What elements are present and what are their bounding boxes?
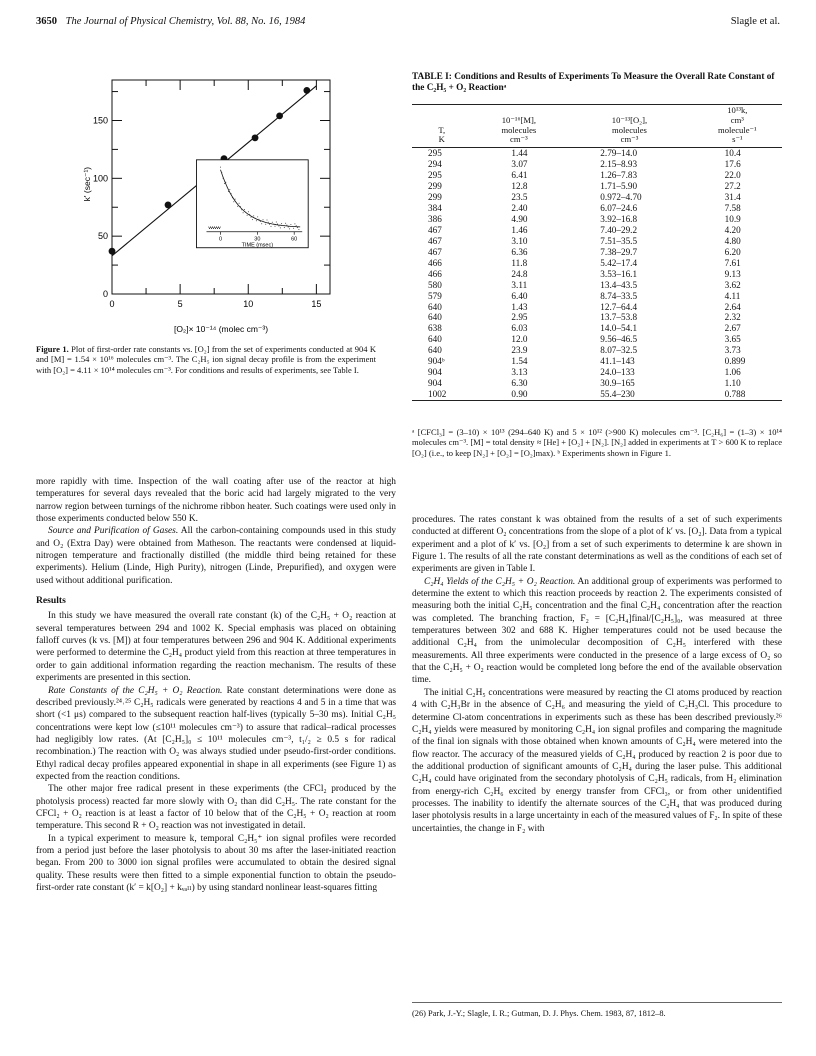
y-axis-label: k' (sec⁻¹) bbox=[82, 166, 92, 202]
inset-signal-dot bbox=[232, 197, 233, 198]
table-cell: 466 bbox=[428, 257, 442, 268]
inset-signal-dot bbox=[260, 221, 261, 222]
inset-signal-dot bbox=[224, 183, 225, 184]
table-cell: 3.62 bbox=[724, 279, 741, 290]
inset-signal-dot bbox=[286, 225, 287, 226]
inset-signal-dot bbox=[255, 218, 256, 219]
figure-caption-label: Figure 1. bbox=[36, 344, 69, 354]
inset-signal-dot bbox=[227, 186, 228, 187]
table-cell: 12.8 bbox=[511, 181, 528, 192]
inset-signal-dot bbox=[276, 222, 277, 223]
inset-signal-dot bbox=[240, 206, 241, 207]
table-row bbox=[412, 323, 782, 334]
table-cell: 55.4–230 bbox=[600, 389, 635, 400]
section-heading-results: Results bbox=[36, 595, 66, 607]
table-cell: 6.40 bbox=[511, 290, 528, 301]
table-row bbox=[412, 312, 782, 323]
figure-caption-text: Plot of first-order rate constants vs. [O₂] from the set of experiments conducted at 904 K and [M] = 1.54 × 10¹⁶ molecules cm⁻³. The C₂H₅ ion signal decay profile is from the experiment with [O₂] = 4.11 × 10¹⁴ molecules cm⁻³. For conditions and results of experiments, see Table I. bbox=[36, 344, 377, 375]
table-cell: 295 bbox=[428, 148, 442, 159]
table-cell: 580 bbox=[428, 279, 442, 290]
table-cell: 386 bbox=[428, 213, 442, 224]
table-cell: 5.42–17.4 bbox=[600, 257, 638, 268]
table-cell: 41.1–143 bbox=[600, 356, 635, 367]
inset-signal-dot bbox=[221, 172, 222, 173]
table-cell: 3.13 bbox=[511, 367, 528, 378]
paragraph: Source and Purification of Gases. All the carbon-containing compounds used in this study and O₂ (Extra Day) were obtained from Matheson. The reactants were condensed at liquid-nitrogen temperature and fractionally distilled (the middle third being retained for these experiments). Helium (Linde, High Purity), nitrogen (Linde, Prepurified), and oxygen were used without additional purification. bbox=[36, 526, 397, 586]
table-cell: 8.07–32.5 bbox=[600, 345, 638, 356]
table-cell: 9.13 bbox=[724, 268, 741, 279]
inset-signal-dot bbox=[229, 189, 230, 190]
inset-signal-dot bbox=[241, 209, 242, 210]
table-row bbox=[412, 269, 782, 280]
inset-signal-dot bbox=[225, 182, 226, 183]
inset-signal-dot bbox=[231, 193, 232, 194]
inset-signal-dot bbox=[280, 227, 281, 228]
left-column bbox=[36, 476, 396, 894]
paragraph: The initial C₂H₅ concentrations were measured by reacting the Cl atoms produced by reaction 4 with C₂H₃Br in the absence of C₂H₆ and measuring the yield of C₂H₃Cl. This procedure to determine Cl-atom concentrations in experiments such as these has been described previously.²⁶ C₂H₄ yields were measured by monitoring C₂H₄ ion signal profiles and comparing the magnitude of the final ion signals with those obtained when known amounts of C₂H₄ were metered into the flow reactor. The accuracy of the measured yields of C₂H₄ produced by reaction 2 is poor due to the additional production of significant amounts of C₂H₄ during the laser pulse. This additional C₂H₄ could have originated from the secondary photolysis of C₂H₅ radicals, from H₂ elimination from energy-rich C₂H₆ excited by energy transfer from CFCl₃, or from other unidentified processes. The inability to identify the alternate sources of the C₂H₄ that was produced during laser photolysis results in a large uncertainty in each of the measured values of F₂. In spite of these uncertainties, the change in F₂ with bbox=[412, 687, 782, 834]
inset-signal-dot bbox=[290, 224, 291, 225]
inset-signal-dot bbox=[264, 222, 265, 223]
table-cell: 13.7–53.8 bbox=[600, 312, 638, 323]
subsection-heading: Source and Purification of Gases. bbox=[48, 526, 179, 537]
inset-signal-dot bbox=[288, 227, 289, 228]
table-cell: 23.5 bbox=[511, 192, 528, 202]
table-cell: 10.9 bbox=[724, 213, 741, 224]
table-cell: 11.8 bbox=[511, 257, 528, 268]
table-row bbox=[412, 203, 782, 214]
running-header bbox=[36, 16, 780, 32]
table-header-density: 10⁻¹⁶[M], molecules cm⁻³ bbox=[501, 114, 537, 145]
table-cell: 904ᵇ bbox=[428, 356, 445, 367]
table-row bbox=[412, 367, 782, 378]
table-cell: 640 bbox=[428, 345, 442, 356]
table-cell: 2.32 bbox=[724, 312, 741, 323]
paragraph: In this study we have measured the overall rate constant (k) of the C₂H₅ + O₂ reaction at several temperatures between 294 and 1002 K. Special emphasis was placed on obtaining falloff curves (k vs. [M]) at four temperatures between 296 and 904 K. Additional experiments were performed to determine the C₂H₄ product yield from this reaction at three temperatures in order to gain additional information regarding the reaction mechanism. The results of these experiments are presented in this section. bbox=[36, 611, 396, 684]
table-cell: 24.0–133 bbox=[600, 367, 635, 378]
table-cell: 299 bbox=[428, 181, 442, 192]
table-cell: 1.10 bbox=[724, 378, 741, 389]
x-tick-label: 10 bbox=[243, 299, 254, 309]
paragraph: more rapidly with time. Inspection of the wall coating after use of the reactor at high temperatures for several days revealed that the boric acid had largely migrated to the very narrow region between turnings of the nichrome ribbon heater. Such coatings were used only in those experiments conducted below 550 K. bbox=[36, 477, 396, 525]
table-cell: 23.9 bbox=[511, 345, 528, 356]
y-tick-label: 100 bbox=[92, 173, 108, 184]
inset-signal-dot bbox=[239, 203, 240, 204]
inset-signal-dot bbox=[220, 167, 221, 168]
inset-signal-dot bbox=[282, 225, 283, 226]
table-header-oxygen: 10⁻¹³[O₂], molecules cm⁻³ bbox=[611, 114, 648, 145]
inset-signal-dot bbox=[236, 202, 237, 203]
table-cell: 12.0 bbox=[511, 334, 528, 345]
paragraph: In a typical experiment to measure k, temporal C₂H₅⁺ ion signal profiles were recorded from a period just before the laser photolysis to about 30 ms after the laser-initiated reaction began. From 200 to 3000 ion signal profiles were accumulated to obtain the desired signal quality. These results were then fitted to a simple exponential function to obtain the pseudo-first-order rate constant (k′ = k[O₂] + kᵥₐₗₗ) by using standard nonlinear least-squares fitting bbox=[36, 833, 396, 893]
inset-signal-dot bbox=[272, 222, 273, 223]
data-point bbox=[165, 202, 172, 209]
table-cell: 466 bbox=[428, 268, 442, 279]
table-cell: 579 bbox=[428, 290, 442, 301]
table-header-row bbox=[412, 105, 782, 148]
table-cell: 4.20 bbox=[724, 224, 741, 235]
table-cell: 14.0–54.1 bbox=[600, 323, 638, 334]
table-cell: 24.8 bbox=[511, 268, 528, 279]
inset-signal-dot bbox=[271, 226, 272, 227]
table-cell: 1.44 bbox=[511, 148, 528, 159]
subsection-heading: C₂H₄ Yields of the C₂H₅ + O₂ Reaction. bbox=[424, 576, 576, 587]
inset-signal-dot bbox=[298, 229, 299, 230]
reference-26: (26) Park, J.-Y.; Slagle, I. R.; Gutman, D. J. Phys. Chem. 1983, 87, 1812–8. bbox=[412, 1009, 666, 1018]
table-cell: 299 bbox=[428, 192, 442, 202]
table-row bbox=[412, 389, 782, 400]
inset-x-tick-label: 0 bbox=[218, 236, 223, 243]
inset-signal-dot bbox=[277, 224, 278, 225]
y-tick-label: 50 bbox=[97, 231, 108, 242]
inset-signal-dot bbox=[273, 224, 274, 225]
inset-signal-dot bbox=[263, 219, 264, 220]
inset-signal-dot bbox=[228, 191, 229, 192]
table-cell: 2.40 bbox=[511, 202, 528, 213]
table-cell: 8.74–33.5 bbox=[600, 290, 638, 301]
figure-1-caption bbox=[36, 344, 376, 375]
subsection-heading: Rate Constants of the C₂H₅ + O₂ Reaction. bbox=[48, 685, 223, 696]
inset-signal-dot bbox=[256, 220, 257, 221]
inset-signal-dot bbox=[251, 217, 252, 218]
table-cell: 10.4 bbox=[724, 148, 741, 159]
inset-x-tick-label: 30 bbox=[254, 236, 261, 243]
x-axis-label: [O₂]× 10⁻¹⁴ (molec cm⁻³) bbox=[173, 324, 269, 334]
table-row bbox=[412, 280, 782, 291]
table-row bbox=[412, 291, 782, 302]
inset-signal-dot bbox=[281, 223, 282, 224]
table-row bbox=[412, 356, 782, 367]
table-cell: 638 bbox=[428, 323, 442, 334]
right-column bbox=[412, 514, 782, 835]
inset-signal-dot bbox=[275, 226, 276, 227]
table-1-title: TABLE I: Conditions and Results of Experiments To Measure the Overall Rate Constant of the C₂H₅ + O₂ Reactionᵃ bbox=[412, 72, 775, 94]
table-cell: 7.51–35.5 bbox=[600, 235, 638, 246]
table-row bbox=[412, 214, 782, 225]
table-cell: 640 bbox=[428, 312, 442, 323]
inset-signal-dot bbox=[235, 199, 236, 200]
table-cell: 1.54 bbox=[511, 356, 528, 367]
inset-signal-dot bbox=[269, 224, 270, 225]
table-cell: 6.30 bbox=[511, 378, 528, 389]
table-cell: 1.06 bbox=[724, 367, 741, 378]
table-cell: 6.07–24.6 bbox=[600, 202, 638, 213]
authors: Slagle et al. bbox=[730, 16, 780, 27]
table-cell: 6.03 bbox=[511, 323, 528, 334]
figure-1-plot bbox=[76, 72, 356, 344]
inset-signal-dot bbox=[267, 220, 268, 221]
inset-signal-dot bbox=[243, 212, 244, 213]
table-cell: 4.80 bbox=[724, 235, 741, 246]
y-tick-label: 0 bbox=[102, 289, 108, 299]
table-cell: 1.26–7.83 bbox=[600, 170, 638, 181]
table-cell: 7.58 bbox=[724, 202, 741, 213]
page-number: 3650 bbox=[36, 16, 57, 27]
table-cell: 295 bbox=[428, 170, 442, 181]
journal-citation: The Journal of Physical Chemistry, Vol. 88, No. 16, 1984 bbox=[65, 16, 306, 27]
table-row bbox=[412, 378, 782, 389]
table-row bbox=[412, 181, 782, 192]
table-row bbox=[412, 192, 782, 203]
table-cell: 904 bbox=[428, 378, 442, 389]
references bbox=[412, 1002, 782, 1019]
x-tick-label: 15 bbox=[311, 299, 322, 309]
y-tick-label: 150 bbox=[92, 115, 108, 126]
table-cell: 0.972–4.70 bbox=[600, 192, 642, 202]
table-row bbox=[412, 258, 782, 269]
inset-signal-dot bbox=[284, 227, 285, 228]
inset-signal-dot bbox=[223, 178, 224, 179]
table-cell: 384 bbox=[428, 202, 442, 213]
inset-signal-dot bbox=[233, 201, 234, 202]
table-row bbox=[412, 225, 782, 236]
inset-signal-dot bbox=[249, 214, 250, 215]
table-cell: 3.11 bbox=[511, 279, 528, 290]
table-cell: 2.67 bbox=[724, 323, 741, 334]
table-cell: 4.11 bbox=[724, 290, 741, 301]
table-cell: 640 bbox=[428, 301, 442, 312]
table-cell: 3.92–16.8 bbox=[600, 213, 638, 224]
table-row bbox=[412, 148, 782, 159]
inset-signal-dot bbox=[297, 227, 298, 228]
paragraph: C₂H₄ Yields of the C₂H₅ + O₂ Reaction. An additional group of experiments was performed to determine the extent to which this reaction proceeds by reaction 2. The experiments consisted of measuring both the initial C₂H₅ concentration and the final C₂H₄ concentration after the reaction was completed. The branching fraction, F₂ = [C₂H₄]final/[C₂H₅]₀, was measured at three temperatures between 302 and 688 K. Higher temperatures could not be used because the additional C₂H₄ from the unimolecular decomposition of C₂H₅ interfered with these measurements. All three experiments were conducted in the presence of a large excess of O₂ so that the C₂H₅ + O₂ reaction would be completed long before the end of the available observation time. bbox=[412, 576, 782, 686]
table-body bbox=[412, 148, 782, 401]
table-cell: 2.95 bbox=[511, 312, 528, 323]
data-point bbox=[252, 134, 259, 141]
table-cell: 904 bbox=[428, 367, 442, 378]
x-tick-label: 0 bbox=[109, 299, 115, 309]
x-tick-label: 5 bbox=[177, 299, 183, 309]
table-cell: 3.10 bbox=[511, 235, 528, 246]
table-row bbox=[412, 159, 782, 170]
paragraph: procedures. The rates constant k was obtained from the results of a set of such experiments conducted at different O₂ concentrations from the slope of a plot of k′ vs. [O₂]. Data from a typical experiment and a plot of k′ vs. [O₂] from a set of such experiments to determine k are shown in Figure 1. The results of all the rate constant determinations as well as the conditions of each set of experiments are given in Table I. bbox=[412, 515, 782, 575]
inset-signal-dot bbox=[296, 225, 297, 226]
table-1 bbox=[412, 104, 782, 401]
table-row bbox=[412, 236, 782, 247]
table-cell: 0.788 bbox=[724, 389, 746, 400]
table-cell: 640 bbox=[428, 334, 442, 345]
inset-signal-dot bbox=[292, 226, 293, 227]
table-cell: 4.90 bbox=[511, 213, 528, 224]
inset-signal-dot bbox=[278, 226, 279, 227]
inset-signal-dot bbox=[253, 215, 254, 216]
table-cell: 31.4 bbox=[724, 192, 741, 202]
table-row bbox=[412, 334, 782, 345]
table-cell: 0.899 bbox=[724, 356, 746, 367]
inset-signal-dot bbox=[248, 211, 249, 212]
table-cell: 6.36 bbox=[511, 246, 528, 257]
table-cell: 27.2 bbox=[724, 181, 741, 192]
table-cell: 467 bbox=[428, 224, 442, 235]
inset-signal-dot bbox=[285, 223, 286, 224]
inset-signal-dot bbox=[294, 223, 295, 224]
table-cell: 6.41 bbox=[511, 170, 528, 181]
table-cell: 467 bbox=[428, 246, 442, 257]
table-row bbox=[412, 247, 782, 258]
inset-signal-dot bbox=[261, 223, 262, 224]
table-cell: 13.4–43.5 bbox=[600, 279, 638, 290]
table-cell: 2.15–8.93 bbox=[600, 159, 638, 170]
inset-signal-dot bbox=[245, 212, 246, 213]
data-point bbox=[109, 248, 116, 255]
table-cell: 3.65 bbox=[724, 334, 741, 345]
table-cell: 0.90 bbox=[511, 389, 528, 400]
inset-signal-dot bbox=[257, 216, 258, 217]
table-cell: 294 bbox=[428, 159, 442, 170]
figure-1 bbox=[76, 72, 356, 344]
table-row bbox=[412, 170, 782, 181]
data-point bbox=[276, 112, 283, 119]
table-cell: 1.43 bbox=[511, 301, 528, 312]
table-row bbox=[412, 345, 782, 356]
paragraph: The other major free radical present in these experiments (the CFCl₂ produced by the photolysis process) reacted far more slowly with O₂ than did C₂H₅. The rate constant for the CFCl₂ + O₂ reaction is at least a factor of 10 below that of the C₂H₅ + O₂ reaction at room temperature. This second R + O₂ reaction was not investigated in detail. bbox=[36, 784, 396, 832]
table-cell: 22.0 bbox=[724, 170, 741, 181]
inset-signal-dot bbox=[237, 206, 238, 207]
table-cell: 467 bbox=[428, 235, 442, 246]
inset-x-axis-label: TIME (msec) bbox=[241, 242, 274, 249]
table-cell: 7.40–29.2 bbox=[600, 224, 638, 235]
table-cell: 3.73 bbox=[724, 345, 741, 356]
table-cell: 7.61 bbox=[724, 257, 741, 268]
table-cell: 1.71–5.90 bbox=[600, 181, 638, 192]
table-cell: 1.46 bbox=[511, 224, 528, 235]
table-cell: 1002 bbox=[428, 389, 447, 400]
table-cell: 7.38–29.7 bbox=[600, 246, 638, 257]
table-cell: 3.53–16.1 bbox=[600, 268, 638, 279]
table-cell: 9.56–46.5 bbox=[600, 334, 638, 345]
data-point bbox=[303, 87, 310, 94]
inset-signal-dot bbox=[259, 219, 260, 220]
inset-signal-dot bbox=[265, 224, 266, 225]
inset-x-tick-label: 60 bbox=[291, 236, 298, 243]
table-row bbox=[412, 302, 782, 313]
table-cell: 2.79–14.0 bbox=[600, 148, 638, 159]
inset-signal-dot bbox=[252, 219, 253, 220]
paragraph: Rate Constants of the C₂H₅ + O₂ Reaction. Rate constant determinations were done as described previously.²⁴˒²⁵ C₂H₅ radicals were generated by reactions 4 and 5 in a time that was short (<1 μs) compared to the subsequent reaction half-lives (typically 5–30 ms). Initial C₂H₅ concentrations were kept low (≤10¹¹ molecules cm⁻³) to assure that radical–radical processes had negligibly low rates. (At [C₂H₅]₀ ≤ 10¹¹ molecules cm⁻³, t₁/₂ ≥ 0.5 s for radical recombination.) The reaction with O₂ was always studied under pseudo-first-order conditions. Ethyl radical decay profiles appeared exponential in shape in all experiments (see Figure 1) as expected from the reaction conditions. bbox=[36, 685, 396, 782]
table-header-rate-constant: 10¹³k, cm³ molecule⁻¹ s⁻¹ bbox=[718, 105, 757, 145]
inset-signal-dot bbox=[268, 222, 269, 223]
table-1-footnote: ᵃ [CFCl₃] = (3–10) × 10¹³ (294–640 K) and 5 × 10¹² (>900 K) molecules cm⁻³. [C₂H₆] = (1–3) × 10¹⁴ molecules cm⁻³. [M] = total density ≈ [He] + [O₂] + [N₂]. [N₂] added in experiments at T > 600 K to replace [O₂] (i.e., to keep [N₂] + [O₂] = [O₂]max). ᵇ Experiments shown in Figure 1. bbox=[412, 427, 782, 458]
table-cell: 3.07 bbox=[511, 159, 528, 170]
inset-signal-dot bbox=[244, 209, 245, 210]
table-cell: 6.20 bbox=[724, 246, 741, 257]
table-header-temperature: T, K bbox=[438, 124, 446, 145]
table-cell: 12.7–64.4 bbox=[600, 301, 638, 312]
inset-signal-dot bbox=[293, 228, 294, 229]
inset-signal-dot bbox=[247, 215, 248, 216]
table-cell: 30.9–165 bbox=[600, 378, 635, 389]
table-cell: 17.6 bbox=[724, 159, 741, 170]
table-cell: 2.64 bbox=[724, 301, 741, 312]
inset-frame bbox=[196, 160, 308, 248]
inset-signal-dot bbox=[289, 228, 290, 229]
